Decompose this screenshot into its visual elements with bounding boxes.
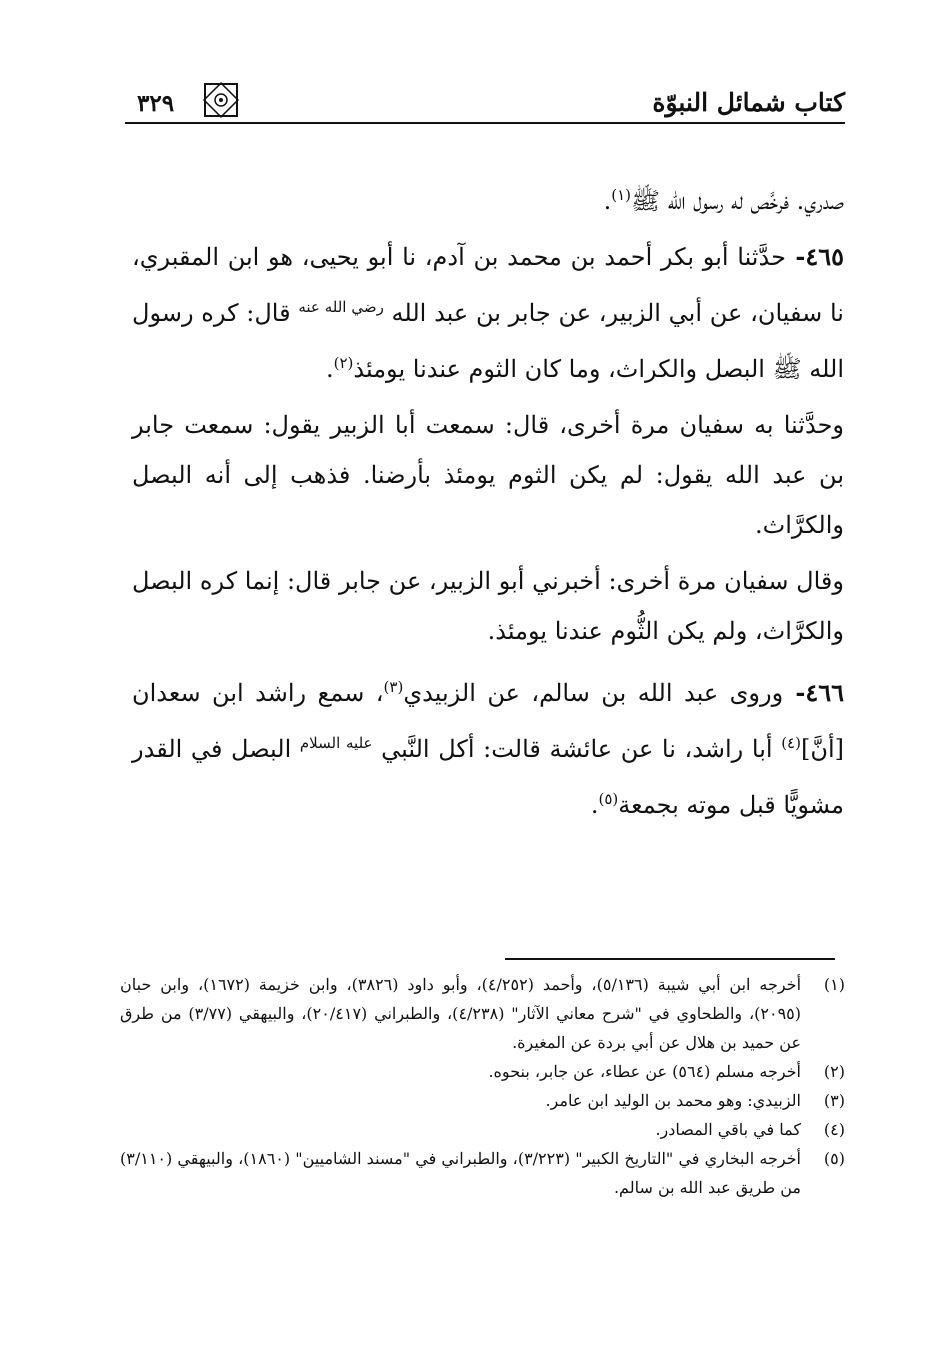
footnote-marker: (٤)	[823, 1120, 845, 1139]
footnote-ref-3: (٣)	[383, 678, 404, 696]
footnotes	[120, 970, 845, 1202]
page-number-ornament-icon	[201, 80, 241, 120]
p5-text-c: أبا راشد، نا عن عائشة قالت: أكل النَّبي	[372, 735, 782, 763]
footnote-marker: (٢)	[823, 1062, 845, 1081]
page-header	[125, 78, 845, 128]
footnote-text: أخرجه البخاري في "التاريخ الكبير" (٣/٢٢٣)، والطبراني في "مسند الشاميين" (١٨٦٠)، والبيهقي (٣/١١٠) من طريق عبد الله بن سالم.	[120, 1149, 801, 1197]
footnote-marker: (٣)	[823, 1091, 845, 1110]
footnote-1	[120, 970, 845, 1057]
p2-end: .	[325, 355, 334, 383]
p5-text-d: البصل في القدر مشويًّا قبل موته بجمعة	[132, 735, 844, 819]
footnote-marker: (١)	[823, 975, 845, 994]
honorific-radiya-allahu-anhu: رضي الله عنه	[298, 298, 384, 316]
p1-text: صدري. فرخَّص له رسول الله ﷺ	[631, 187, 844, 215]
footnote-ref-1: (١)	[611, 186, 631, 204]
main-text	[132, 170, 844, 836]
footnote-ref-5: (٥)	[598, 790, 619, 808]
hadith-number: ٤٦٦-	[783, 678, 844, 707]
footnote-text: كما في باقي المصادر.	[655, 1120, 801, 1139]
footnote-4	[120, 1115, 845, 1144]
header-rule	[125, 122, 845, 124]
p5-text-a: وروى عبد الله بن سالم، عن الزبيدي	[403, 679, 784, 707]
p1-end: .	[603, 187, 612, 215]
paragraph-4: وقال سفيان مرة أخرى: أخبرني أبو الزبير، عن جابر قال: إنما كره البصل والكرَّاث، ولم يكن الثُّوم عندنا يومئذ.	[132, 567, 844, 645]
footnote-ref-2: (٢)	[333, 354, 354, 372]
footnote-text: الزبيدي: وهو محمد بن الوليد ابن عامر.	[545, 1091, 801, 1110]
hadith-466	[132, 662, 844, 830]
footnote-separator	[505, 958, 835, 960]
footnote-text: أخرجه ابن أبي شيبة (٥/١٣٦)، وأحمد (٤/٢٥٢)، وأبو داود (٣٨٢٦)، وابن خزيمة (١٦٧٢)، وابن حبان (٢٠٩٥)، والطحاوي في "شرح معاني الآثار" (٤/٢٣٨)، والطبراني (٢٠/٤١٧)، والبيهقي (٣/٧٧) من طرق عن حميد بن هلال عن أبي بردة عن المغيرة.	[120, 975, 802, 1052]
p2-text-a: حدَّثنا أبو بكر أحمد بن محمد بن آدم، نا أبو يحيى، هو ابن المقبري، نا سفيان، عن أبي الزبير، عن جابر بن عبد الله	[132, 243, 844, 327]
page-number: ٣٢٩	[137, 90, 175, 117]
footnote-5	[120, 1144, 845, 1202]
paragraph-3: وحدَّثنا به سفيان مرة أخرى، قال: سمعت أبا الزبير يقول: سمعت جابر بن عبد الله يقول: لم يكن الثوم يومئذ بأرضنا. فذهب إلى أنه البصل والكرَّاث.	[132, 411, 844, 539]
footnote-ref-4: (٤)	[781, 734, 801, 752]
honorific-alayhi-salam: عليه السلام	[299, 734, 373, 752]
p5-end: .	[590, 791, 599, 819]
hadith-number: ٤٦٥-	[785, 242, 844, 271]
paragraph-1	[132, 170, 844, 226]
footnote-text: أخرجه مسلم (٥٦٤) عن عطاء، عن جابر، بنحوه.	[488, 1062, 801, 1081]
running-title: كتاب شمائل النبوّة	[652, 88, 845, 117]
p5-text-b: ، سمع راشد ابن سعدان [أنَّ]	[132, 679, 844, 763]
footnote-3	[120, 1086, 845, 1115]
footnote-marker: (٥)	[823, 1149, 845, 1168]
footnote-2	[120, 1057, 845, 1086]
hadith-465	[132, 232, 844, 394]
p2-text-b: قال: كره رسول الله ﷺ البصل والكراث، وما كان الثوم عندنا يومئذ	[132, 299, 844, 383]
